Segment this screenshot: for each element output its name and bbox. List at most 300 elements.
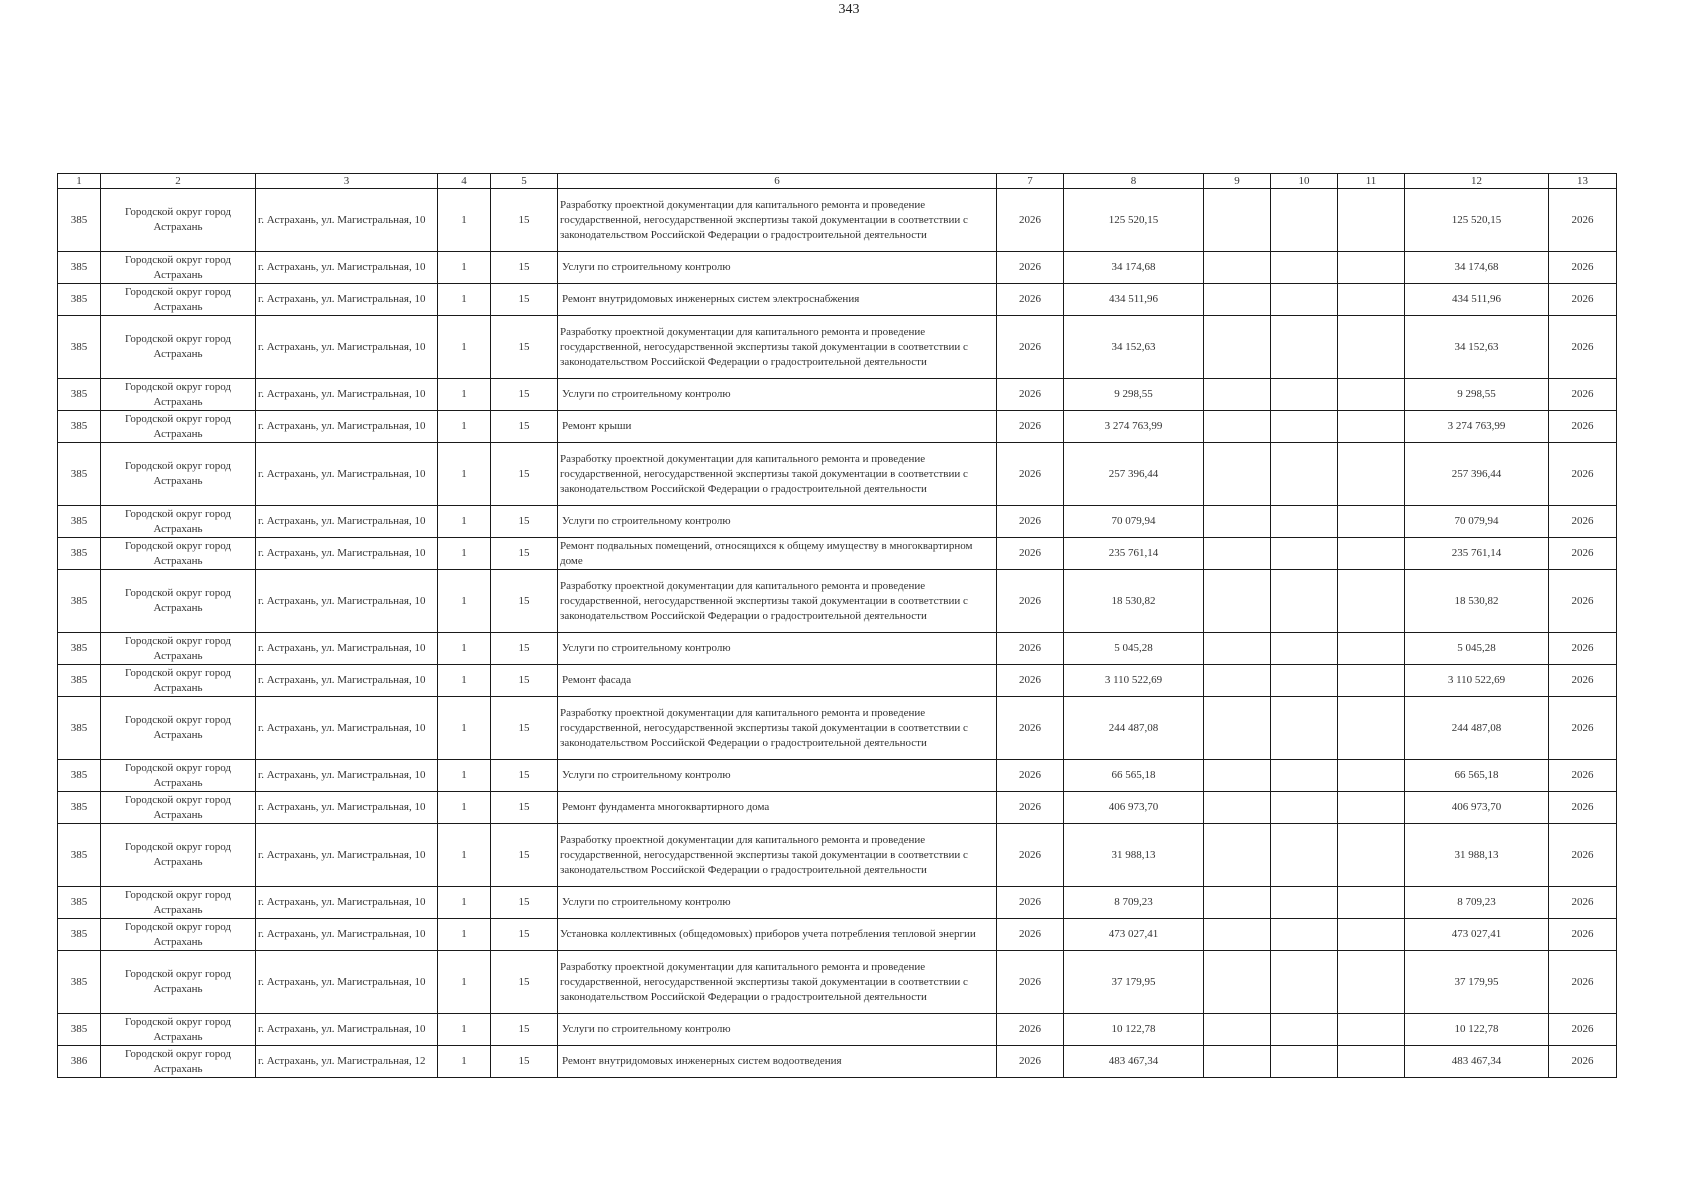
cell-col-10 (1271, 189, 1338, 252)
cell-col-9 (1204, 570, 1271, 633)
col-header-11: 11 (1338, 174, 1405, 189)
cell-col-4: 1 (438, 824, 491, 887)
cell-municipality: Городской округ город Астрахань (101, 316, 256, 379)
cell-item-number: 385 (58, 538, 101, 570)
cell-municipality: Городской округ город Астрахань (101, 252, 256, 284)
cell-municipality: Городской округ город Астрахань (101, 411, 256, 443)
cell-col-10 (1271, 919, 1338, 951)
table-row (58, 506, 1617, 538)
col-header-5: 5 (491, 174, 558, 189)
cell-cost: 10 122,78 (1405, 1014, 1549, 1046)
cell-col-9 (1204, 189, 1271, 252)
cell-total-cost: 473 027,41 (1064, 919, 1204, 951)
table-row (58, 697, 1617, 760)
cell-end-year: 2026 (1549, 284, 1617, 316)
cell-end-year: 2026 (1549, 760, 1617, 792)
cell-cost: 34 174,68 (1405, 252, 1549, 284)
cell-item-number: 385 (58, 570, 101, 633)
cell-col-10 (1271, 570, 1338, 633)
cell-col-4: 1 (438, 697, 491, 760)
table-row (58, 665, 1617, 697)
cell-col-9 (1204, 506, 1271, 538)
table-row (58, 538, 1617, 570)
cell-address: г. Астрахань, ул. Магистральная, 10 (256, 284, 438, 316)
cell-end-year: 2026 (1549, 570, 1617, 633)
cell-item-number: 385 (58, 379, 101, 411)
cell-col-4: 1 (438, 665, 491, 697)
cell-col-4: 1 (438, 284, 491, 316)
cell-address: г. Астрахань, ул. Магистральная, 10 (256, 379, 438, 411)
cell-col-9 (1204, 824, 1271, 887)
cell-municipality: Городской округ город Астрахань (101, 189, 256, 252)
cell-end-year: 2026 (1549, 538, 1617, 570)
cell-col-4: 1 (438, 189, 491, 252)
cell-address: г. Астрахань, ул. Магистральная, 10 (256, 697, 438, 760)
cell-end-year: 2026 (1549, 379, 1617, 411)
cell-col-9 (1204, 284, 1271, 316)
cell-year: 2026 (997, 443, 1064, 506)
cell-col-4: 1 (438, 792, 491, 824)
cell-item-number: 385 (58, 760, 101, 792)
table-row (58, 379, 1617, 411)
cell-work-type: Разработку проектной документации для капитального ремонта и проведение государственной, негосударственной экспертизы такой документации в соответствии с законодательством Российской Федерации о градостроительной деятельности (558, 951, 997, 1014)
cell-year: 2026 (997, 1014, 1064, 1046)
cell-total-cost: 34 174,68 (1064, 252, 1204, 284)
cell-end-year: 2026 (1549, 792, 1617, 824)
cell-col-5: 15 (491, 633, 558, 665)
cell-year: 2026 (997, 284, 1064, 316)
cell-col-5: 15 (491, 443, 558, 506)
cell-col-4: 1 (438, 443, 491, 506)
cell-work-type: Услуги по строительному контролю (558, 252, 997, 284)
cell-total-cost: 37 179,95 (1064, 951, 1204, 1014)
cell-work-type: Разработку проектной документации для капитального ремонта и проведение государственной, негосударственной экспертизы такой документации в соответствии с законодательством Российской Федерации о градостроительной деятельности (558, 316, 997, 379)
cell-col-4: 1 (438, 887, 491, 919)
cell-work-type: Ремонт фасада (558, 665, 997, 697)
cell-item-number: 385 (58, 189, 101, 252)
cell-col-4: 1 (438, 252, 491, 284)
cell-col-5: 15 (491, 570, 558, 633)
cell-address: г. Астрахань, ул. Магистральная, 10 (256, 792, 438, 824)
cell-col-9 (1204, 538, 1271, 570)
cell-total-cost: 3 110 522,69 (1064, 665, 1204, 697)
cell-work-type: Услуги по строительному контролю (558, 1014, 997, 1046)
cell-item-number: 386 (58, 1046, 101, 1078)
cell-year: 2026 (997, 1046, 1064, 1078)
cell-year: 2026 (997, 665, 1064, 697)
cell-total-cost: 34 152,63 (1064, 316, 1204, 379)
cell-col-9 (1204, 887, 1271, 919)
col-header-9: 9 (1204, 174, 1271, 189)
cell-col-11 (1338, 919, 1405, 951)
cell-total-cost: 66 565,18 (1064, 760, 1204, 792)
cell-municipality: Городской округ город Астрахань (101, 570, 256, 633)
cell-total-cost: 235 761,14 (1064, 538, 1204, 570)
cell-total-cost: 125 520,15 (1064, 189, 1204, 252)
cell-col-9 (1204, 443, 1271, 506)
cell-cost: 18 530,82 (1405, 570, 1549, 633)
cell-total-cost: 5 045,28 (1064, 633, 1204, 665)
cell-col-9 (1204, 252, 1271, 284)
cell-work-type: Ремонт подвальных помещений, относящихся к общему имуществу в многоквартирном доме (558, 538, 997, 570)
cell-total-cost: 257 396,44 (1064, 443, 1204, 506)
cell-address: г. Астрахань, ул. Магистральная, 10 (256, 665, 438, 697)
cell-col-10 (1271, 443, 1338, 506)
table-row (58, 887, 1617, 919)
cell-year: 2026 (997, 792, 1064, 824)
cell-end-year: 2026 (1549, 252, 1617, 284)
cell-municipality: Городской округ город Астрахань (101, 538, 256, 570)
cell-col-11 (1338, 887, 1405, 919)
cell-col-10 (1271, 824, 1338, 887)
cell-work-type: Ремонт фундамента многоквартирного дома (558, 792, 997, 824)
cell-end-year: 2026 (1549, 443, 1617, 506)
cell-end-year: 2026 (1549, 1014, 1617, 1046)
table-row (58, 951, 1617, 1014)
table-row (58, 1014, 1617, 1046)
cell-end-year: 2026 (1549, 919, 1617, 951)
cell-year: 2026 (997, 379, 1064, 411)
cell-col-11 (1338, 538, 1405, 570)
cell-year: 2026 (997, 570, 1064, 633)
cell-end-year: 2026 (1549, 506, 1617, 538)
cell-col-10 (1271, 284, 1338, 316)
cell-address: г. Астрахань, ул. Магистральная, 10 (256, 506, 438, 538)
cell-work-type: Ремонт крыши (558, 411, 997, 443)
cell-item-number: 385 (58, 252, 101, 284)
cell-municipality: Городской округ город Астрахань (101, 1046, 256, 1078)
cell-cost: 125 520,15 (1405, 189, 1549, 252)
cell-total-cost: 244 487,08 (1064, 697, 1204, 760)
cell-col-9 (1204, 697, 1271, 760)
cell-col-11 (1338, 316, 1405, 379)
cell-total-cost: 434 511,96 (1064, 284, 1204, 316)
cell-cost: 70 079,94 (1405, 506, 1549, 538)
cell-col-10 (1271, 379, 1338, 411)
cell-col-4: 1 (438, 411, 491, 443)
cell-col-10 (1271, 1046, 1338, 1078)
cell-item-number: 385 (58, 697, 101, 760)
cell-col-5: 15 (491, 792, 558, 824)
cell-total-cost: 3 274 763,99 (1064, 411, 1204, 443)
cell-end-year: 2026 (1549, 633, 1617, 665)
cell-item-number: 385 (58, 824, 101, 887)
cell-col-4: 1 (438, 919, 491, 951)
cell-municipality: Городской округ город Астрахань (101, 792, 256, 824)
cell-col-5: 15 (491, 951, 558, 1014)
cell-col-9 (1204, 951, 1271, 1014)
cell-municipality: Городской округ город Астрахань (101, 443, 256, 506)
col-header-4: 4 (438, 174, 491, 189)
cell-address: г. Астрахань, ул. Магистральная, 10 (256, 538, 438, 570)
cell-col-10 (1271, 633, 1338, 665)
cell-municipality: Городской округ город Астрахань (101, 824, 256, 887)
cell-total-cost: 18 530,82 (1064, 570, 1204, 633)
cell-col-11 (1338, 633, 1405, 665)
cell-end-year: 2026 (1549, 189, 1617, 252)
cell-col-5: 15 (491, 919, 558, 951)
cell-end-year: 2026 (1549, 665, 1617, 697)
cell-col-10 (1271, 887, 1338, 919)
cell-col-10 (1271, 316, 1338, 379)
cell-col-5: 15 (491, 316, 558, 379)
cell-year: 2026 (997, 252, 1064, 284)
cell-cost: 9 298,55 (1405, 379, 1549, 411)
cell-col-11 (1338, 1046, 1405, 1078)
cell-year: 2026 (997, 538, 1064, 570)
cell-total-cost: 70 079,94 (1064, 506, 1204, 538)
cell-municipality: Городской округ город Астрахань (101, 633, 256, 665)
cell-year: 2026 (997, 887, 1064, 919)
cell-work-type: Разработку проектной документации для капитального ремонта и проведение государственной, негосударственной экспертизы такой документации в соответствии с законодательством Российской Федерации о градостроительной деятельности (558, 570, 997, 633)
col-header-3: 3 (256, 174, 438, 189)
table-row (58, 570, 1617, 633)
cell-work-type: Услуги по строительному контролю (558, 633, 997, 665)
cell-municipality: Городской округ город Астрахань (101, 697, 256, 760)
cell-year: 2026 (997, 506, 1064, 538)
cell-work-type: Услуги по строительному контролю (558, 506, 997, 538)
cell-end-year: 2026 (1549, 1046, 1617, 1078)
cell-cost: 34 152,63 (1405, 316, 1549, 379)
cell-col-5: 15 (491, 411, 558, 443)
cell-col-4: 1 (438, 1014, 491, 1046)
cell-total-cost: 31 988,13 (1064, 824, 1204, 887)
cell-col-4: 1 (438, 506, 491, 538)
cell-col-9 (1204, 760, 1271, 792)
col-header-8: 8 (1064, 174, 1204, 189)
cell-col-10 (1271, 1014, 1338, 1046)
cell-col-10 (1271, 538, 1338, 570)
cell-cost: 5 045,28 (1405, 633, 1549, 665)
cell-item-number: 385 (58, 443, 101, 506)
cell-work-type: Разработку проектной документации для капитального ремонта и проведение государственной, негосударственной экспертизы такой документации в соответствии с законодательством Российской Федерации о градостроительной деятельности (558, 697, 997, 760)
cell-end-year: 2026 (1549, 316, 1617, 379)
table-row (58, 316, 1617, 379)
table-row (58, 252, 1617, 284)
cell-address: г. Астрахань, ул. Магистральная, 10 (256, 1014, 438, 1046)
cell-address: г. Астрахань, ул. Магистральная, 10 (256, 633, 438, 665)
cell-col-10 (1271, 411, 1338, 443)
cell-municipality: Городской округ город Астрахань (101, 919, 256, 951)
col-header-2: 2 (101, 174, 256, 189)
cell-total-cost: 406 973,70 (1064, 792, 1204, 824)
cell-work-type: Услуги по строительному контролю (558, 379, 997, 411)
cell-col-5: 15 (491, 1014, 558, 1046)
cell-cost: 31 988,13 (1405, 824, 1549, 887)
cell-cost: 473 027,41 (1405, 919, 1549, 951)
cell-end-year: 2026 (1549, 411, 1617, 443)
cell-municipality: Городской округ город Астрахань (101, 760, 256, 792)
cell-end-year: 2026 (1549, 697, 1617, 760)
cell-municipality: Городской округ город Астрахань (101, 1014, 256, 1046)
cell-address: г. Астрахань, ул. Магистральная, 10 (256, 252, 438, 284)
cell-col-5: 15 (491, 824, 558, 887)
cell-col-4: 1 (438, 1046, 491, 1078)
cell-col-5: 15 (491, 760, 558, 792)
cell-col-5: 15 (491, 887, 558, 919)
cell-year: 2026 (997, 316, 1064, 379)
table-row (58, 919, 1617, 951)
cell-work-type: Услуги по строительному контролю (558, 887, 997, 919)
cell-col-11 (1338, 411, 1405, 443)
cell-col-10 (1271, 252, 1338, 284)
cell-col-4: 1 (438, 760, 491, 792)
cell-item-number: 385 (58, 887, 101, 919)
cell-cost: 434 511,96 (1405, 284, 1549, 316)
cell-col-11 (1338, 760, 1405, 792)
cell-col-4: 1 (438, 538, 491, 570)
cell-address: г. Астрахань, ул. Магистральная, 10 (256, 316, 438, 379)
cell-municipality: Городской округ город Астрахань (101, 665, 256, 697)
cell-item-number: 385 (58, 919, 101, 951)
col-header-13: 13 (1549, 174, 1617, 189)
table-row (58, 443, 1617, 506)
cell-col-10 (1271, 951, 1338, 1014)
page-number: 343 (838, 2, 860, 17)
cell-address: г. Астрахань, ул. Магистральная, 10 (256, 189, 438, 252)
cell-col-11 (1338, 697, 1405, 760)
cell-col-5: 15 (491, 697, 558, 760)
cell-item-number: 385 (58, 1014, 101, 1046)
cell-address: г. Астрахань, ул. Магистральная, 10 (256, 760, 438, 792)
cell-item-number: 385 (58, 506, 101, 538)
cell-item-number: 385 (58, 411, 101, 443)
cell-item-number: 385 (58, 792, 101, 824)
cell-municipality: Городской округ город Астрахань (101, 951, 256, 1014)
col-header-6: 6 (558, 174, 997, 189)
cell-col-5: 15 (491, 665, 558, 697)
cell-address: г. Астрахань, ул. Магистральная, 10 (256, 411, 438, 443)
cell-col-9 (1204, 665, 1271, 697)
cell-col-10 (1271, 665, 1338, 697)
cell-year: 2026 (997, 760, 1064, 792)
col-header-1: 1 (58, 174, 101, 189)
cell-col-11 (1338, 792, 1405, 824)
cell-col-10 (1271, 697, 1338, 760)
cell-col-9 (1204, 316, 1271, 379)
cell-address: г. Астрахань, ул. Магистральная, 10 (256, 919, 438, 951)
cell-col-11 (1338, 189, 1405, 252)
cell-col-11 (1338, 506, 1405, 538)
cell-col-9 (1204, 1046, 1271, 1078)
cell-work-type: Услуги по строительному контролю (558, 760, 997, 792)
cell-col-4: 1 (438, 316, 491, 379)
cell-cost: 66 565,18 (1405, 760, 1549, 792)
cell-cost: 8 709,23 (1405, 887, 1549, 919)
table-row (58, 1046, 1617, 1078)
col-header-7: 7 (997, 174, 1064, 189)
cell-address: г. Астрахань, ул. Магистральная, 10 (256, 951, 438, 1014)
cell-cost: 3 110 522,69 (1405, 665, 1549, 697)
cell-end-year: 2026 (1549, 887, 1617, 919)
cell-cost: 37 179,95 (1405, 951, 1549, 1014)
table-row (58, 824, 1617, 887)
table-row (58, 760, 1617, 792)
cell-work-type: Ремонт внутридомовых инженерных систем электроснабжения (558, 284, 997, 316)
cell-col-11 (1338, 824, 1405, 887)
cell-work-type: Установка коллективных (общедомовых) приборов учета потребления тепловой энергии (558, 919, 997, 951)
cell-col-9 (1204, 411, 1271, 443)
cell-work-type: Разработку проектной документации для капитального ремонта и проведение государственной, негосударственной экспертизы такой документации в соответствии с законодательством Российской Федерации о градостроительной деятельности (558, 443, 997, 506)
cell-item-number: 385 (58, 284, 101, 316)
cell-col-9 (1204, 792, 1271, 824)
cell-end-year: 2026 (1549, 824, 1617, 887)
cell-municipality: Городской округ город Астрахань (101, 506, 256, 538)
cell-cost: 406 973,70 (1405, 792, 1549, 824)
cell-col-5: 15 (491, 189, 558, 252)
cell-col-5: 15 (491, 538, 558, 570)
cell-col-4: 1 (438, 379, 491, 411)
cell-col-5: 15 (491, 284, 558, 316)
col-header-10: 10 (1271, 174, 1338, 189)
cell-municipality: Городской округ город Астрахань (101, 887, 256, 919)
cell-cost: 483 467,34 (1405, 1046, 1549, 1078)
cell-year: 2026 (997, 951, 1064, 1014)
cell-col-5: 15 (491, 1046, 558, 1078)
cell-cost: 3 274 763,99 (1405, 411, 1549, 443)
cell-total-cost: 10 122,78 (1064, 1014, 1204, 1046)
cell-col-9 (1204, 1014, 1271, 1046)
cell-address: г. Астрахань, ул. Магистральная, 10 (256, 443, 438, 506)
cell-address: г. Астрахань, ул. Магистральная, 10 (256, 887, 438, 919)
cell-item-number: 385 (58, 951, 101, 1014)
cell-cost: 235 761,14 (1405, 538, 1549, 570)
cell-year: 2026 (997, 919, 1064, 951)
cell-year: 2026 (997, 633, 1064, 665)
cell-item-number: 385 (58, 633, 101, 665)
cell-col-5: 15 (491, 379, 558, 411)
cell-total-cost: 9 298,55 (1064, 379, 1204, 411)
table-row (58, 792, 1617, 824)
cell-year: 2026 (997, 697, 1064, 760)
cell-col-11 (1338, 1014, 1405, 1046)
table-row (58, 411, 1617, 443)
cell-cost: 257 396,44 (1405, 443, 1549, 506)
table-row (58, 284, 1617, 316)
cell-municipality: Городской округ город Астрахань (101, 284, 256, 316)
cell-col-11 (1338, 665, 1405, 697)
cell-col-4: 1 (438, 570, 491, 633)
cell-year: 2026 (997, 824, 1064, 887)
cell-end-year: 2026 (1549, 951, 1617, 1014)
cell-col-5: 15 (491, 252, 558, 284)
cell-col-10 (1271, 506, 1338, 538)
cell-item-number: 385 (58, 665, 101, 697)
cell-col-11 (1338, 284, 1405, 316)
cell-col-5: 15 (491, 506, 558, 538)
table-row (58, 633, 1617, 665)
capital-repair-table (57, 173, 1617, 1078)
cell-col-11 (1338, 570, 1405, 633)
cell-col-11 (1338, 951, 1405, 1014)
cell-address: г. Астрахань, ул. Магистральная, 12 (256, 1046, 438, 1078)
cell-work-type: Разработку проектной документации для капитального ремонта и проведение государственной, негосударственной экспертизы такой документации в соответствии с законодательством Российской Федерации о градостроительной деятельности (558, 189, 997, 252)
cell-year: 2026 (997, 411, 1064, 443)
cell-col-11 (1338, 443, 1405, 506)
cell-total-cost: 483 467,34 (1064, 1046, 1204, 1078)
cell-col-9 (1204, 379, 1271, 411)
cell-municipality: Городской округ город Астрахань (101, 379, 256, 411)
cell-year: 2026 (997, 189, 1064, 252)
cell-col-9 (1204, 633, 1271, 665)
header-row (58, 174, 1617, 189)
cell-col-11 (1338, 379, 1405, 411)
cell-col-10 (1271, 792, 1338, 824)
col-header-12: 12 (1405, 174, 1549, 189)
cell-address: г. Астрахань, ул. Магистральная, 10 (256, 570, 438, 633)
cell-work-type: Разработку проектной документации для капитального ремонта и проведение государственной, негосударственной экспертизы такой документации в соответствии с законодательством Российской Федерации о градостроительной деятельности (558, 824, 997, 887)
cell-col-11 (1338, 252, 1405, 284)
